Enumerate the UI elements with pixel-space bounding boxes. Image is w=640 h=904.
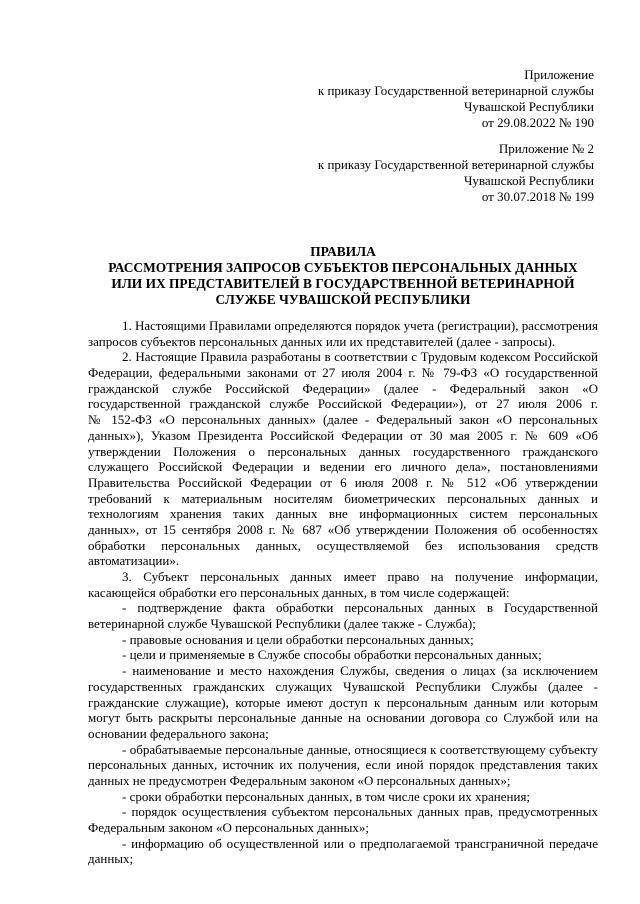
body-line: персональных данных, источник их получения, если иной порядок представления таких [88,757,598,773]
appendix-header-original [318,141,594,205]
body-line: государственных гражданских служащих Чувашской Республики Службы (далее - [88,678,598,694]
body-line: - сроки обработки персональных данных, в том числе сроки их хранения; [122,788,531,804]
body-line: № 152-ФЗ «О персональных данных» (далее - Федеральный закон «О персональных [88,412,598,428]
body-line: Правительства Российской Федерации от 6 июля 2008 г. № 512 «Об утверждении [88,474,598,490]
body-line: могут быть раскрыты персональные данные на основании договора со Службой или на [88,710,598,726]
appendix-republic: Чувашской Республики [463,99,594,114]
body-line: ветеринарной службе Чувашской Республики (далее также - Служба); [88,616,476,632]
appendix-order-date: от 30.07.2018 № 199 [481,189,594,204]
body-line: данных не предусмотрен Федеральным законом «О персональных данных»; [88,772,511,788]
body-line: гражданские служащие), которые имеют доступ к персональным данным или которым [88,694,598,710]
body-line: - наименование и место нахождения Службы, сведения о лицах (за исключением [122,663,598,679]
body-line: - подтверждение факта обработки персональных данных в Государственной [122,600,598,616]
body-line: - информацию об осуществленной или о предполагаемой трансграничной передаче [122,835,598,851]
appendix-republic: Чувашской Республики [463,173,594,188]
document-body [88,318,598,867]
body-line: утверждении Положения о персональных данных государственного гражданского [88,443,598,459]
body-line: данных»), Указом Президента Российской Федерации от 30 мая 2005 г. № 609 «Об [88,427,598,443]
body-line: запросов субъектов персональных данных или их представителей (далее - запросы). [88,333,556,349]
body-line: Федерации, федеральными законами от 27 июля 2004 г. № 79-ФЗ «О государственной [88,365,598,381]
appendix-label: Приложение № 2 [498,141,594,156]
body-line: Федеральным законом «О персональных данных»; [88,820,369,835]
body-line: данных», от 15 сентября 2008 г. № 687 «Об утверждении Положения об особенностях [88,521,598,537]
body-line: служащего Российской Федерации и ведении его личного дела», постановлениями [88,459,598,475]
body-line: - обрабатываемые персональные данные, относящиеся к соответствующему субъекту [122,741,598,757]
body-line: требований к материальным носителям биометрических персональных данных и [88,490,598,506]
body-line: 2. Настоящие Правила разработаны в соответствии с Трудовым кодексом Российской [122,349,598,365]
document-title [88,244,598,308]
body-line: - цели и применяемые в Службе способы обработки персональных данных; [122,647,542,663]
title-line: ПРАВИЛА [310,244,376,259]
appendix-label: Приложение [524,67,594,82]
body-line: касающейся обработки его персональных данных, в том числе содержащей: [88,584,510,600]
body-line: основании федерального закона; [88,725,269,741]
appendix-order-ref: к приказу Государственной ветеринарной службы [317,83,594,98]
body-line: - правовые основания и цели обработки персональных данных; [122,631,474,647]
body-line: технологиям хранения таких данных вне информационных систем персональных [88,506,598,522]
body-line: гражданской службе Российской Федерации» (далее - Федеральный закон «О [88,380,598,396]
appendix-order-date: от 29.08.2022 № 190 [481,115,594,130]
appendix-order-ref: к приказу Государственной ветеринарной службы [317,157,594,172]
title-line: ИЛИ ИХ ПРЕДСТАВИТЕЛЕЙ В ГОСУДАРСТВЕННОЙ ВЕТЕРИНАРНОЙ [111,276,575,291]
body-line: - порядок осуществления субъектом персональных данных прав, предусмотренных [122,804,598,820]
title-line: РАССМОТРЕНИЯ ЗАПРОСОВ СУБЪЕКТОВ ПЕРСОНАЛЬНЫХ ДАННЫХ [108,260,578,275]
body-line: государственной гражданской службе Российской Федерации»), от 27 июля 2006 г. [88,396,598,412]
appendix-header-current [318,67,594,131]
body-line: автоматизации». [88,553,180,569]
body-line: данных; [88,851,134,867]
body-line: 3. Субъект персональных данных имеет право на получение информации, [122,569,598,584]
body-line: обработки персональных данных, осуществляемой без использования средств [88,537,598,553]
body-line: 1. Настоящими Правилами определяются порядок учета (регистрации), рассмотрения [122,318,598,333]
title-line: СЛУЖБЕ ЧУВАШСКОЙ РЕСПУБЛИКИ [215,292,471,307]
